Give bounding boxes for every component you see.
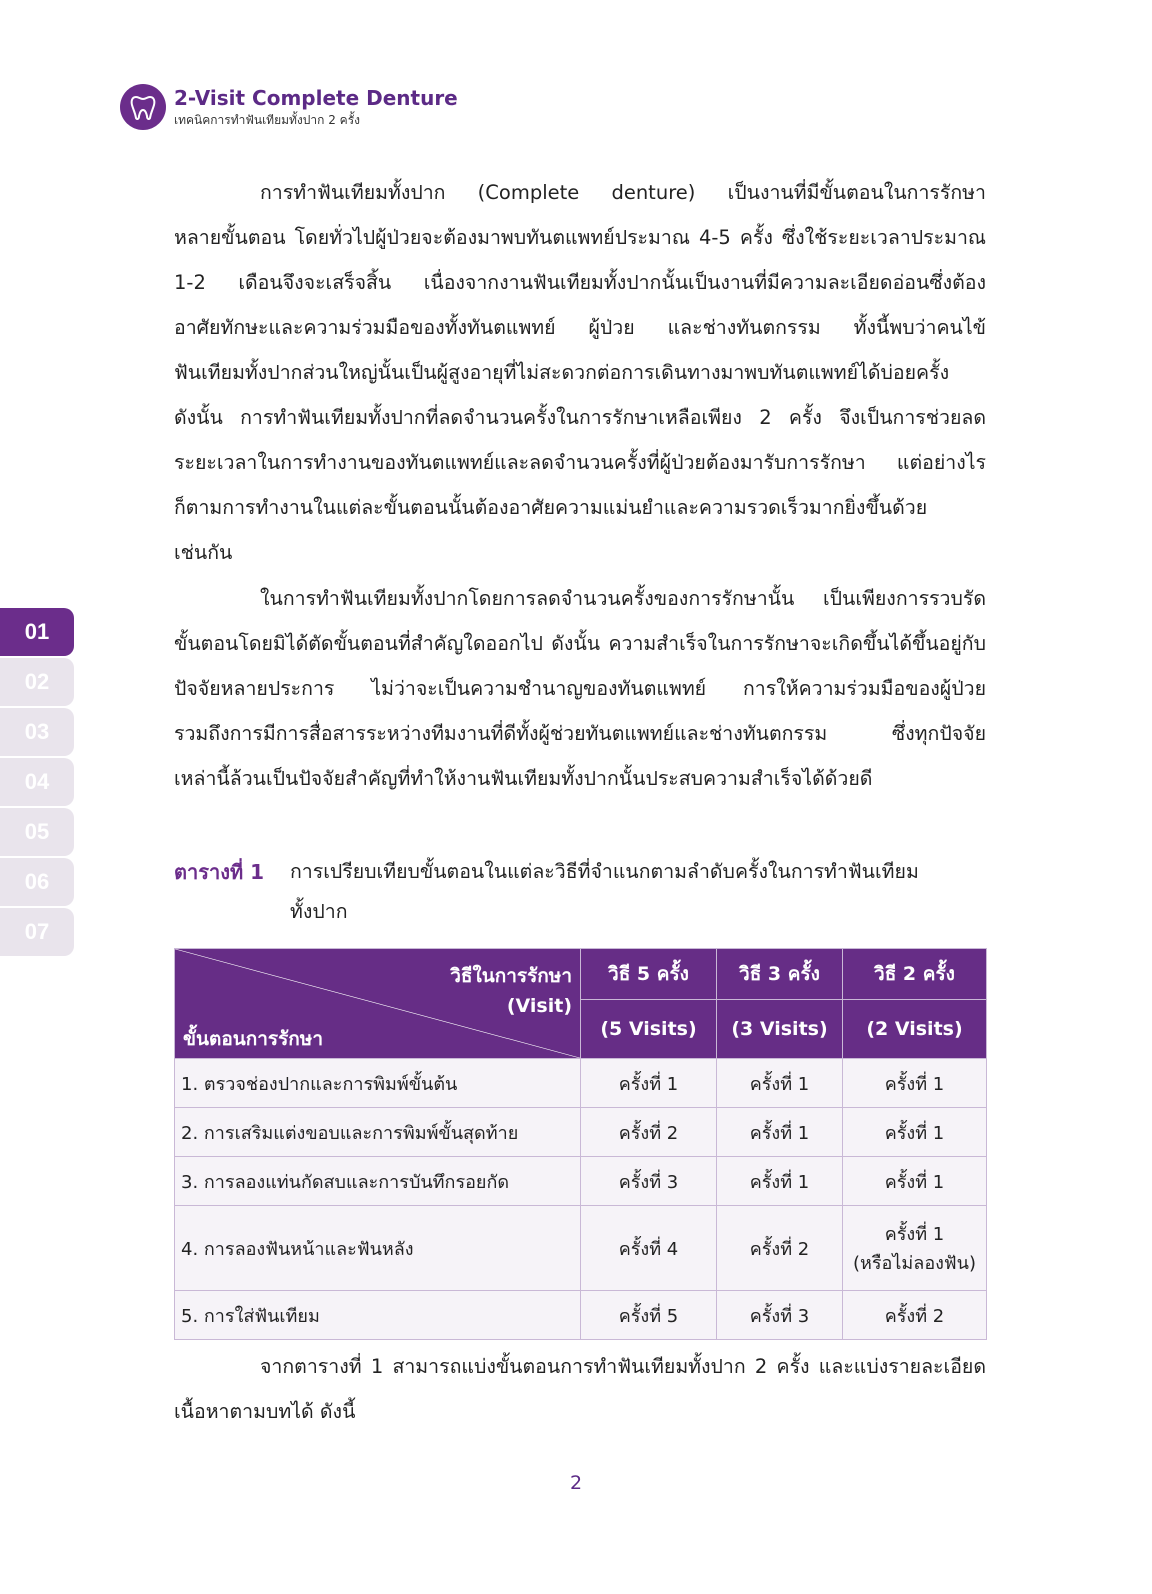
visit-value: ครั้งที่ 1 [884, 1224, 945, 1245]
text-line: หลายขั้นตอน โดยทั่วไปผู้ป่วยจะต้องมาพบทันตแพทย์ประมาณ 4-5 ครั้ง ซึ่งใช้ระยะเวลาประมาณ [174, 226, 986, 249]
visit-cell: ครั้งที่ 2 [717, 1206, 843, 1291]
step-cell: 3. การลองแท่นกัดสบและการบันทึกรอยกัด [175, 1157, 581, 1206]
page-number: 2 [569, 1472, 583, 1494]
comparison-table [174, 948, 987, 1340]
paragraph-factors [174, 576, 986, 801]
table-row [175, 1157, 987, 1206]
text-line: การทำฟันเทียมทั้งปาก (Complete denture) เป็นงานที่มีขั้นตอนในการรักษา [260, 181, 986, 204]
visit-cell: ครั้งที่ 2 [581, 1108, 717, 1157]
paragraph-intro [174, 170, 986, 575]
visit-cell: ครั้งที่ 1 [843, 1108, 987, 1157]
corner-method-label: วิธีในการรักษา [450, 965, 572, 987]
visit-cell: ครั้งที่ 3 [717, 1291, 843, 1340]
text-line: ก็ตามการทำงานในแต่ละขั้นตอนนั้นต้องอาศัยความแม่นยำและความรวดเร็วมากยิ่งขึ้นด้วย [174, 496, 928, 519]
visit-cell: ครั้งที่ 1 [717, 1108, 843, 1157]
method-subheader-5: (5 Visits) [581, 1000, 717, 1059]
chapter-tab-03[interactable]: 03 [0, 708, 74, 756]
text-line: ดังนั้น การทำฟันเทียมทั้งปากที่ลดจำนวนครั้งในการรักษาเหลือเพียง 2 ครั้ง จึงเป็นการช่วยลด [174, 406, 986, 429]
chapter-tab-04[interactable]: 04 [0, 758, 74, 806]
method-header-3: วิธี 3 ครั้ง [717, 949, 843, 1000]
table-corner-header [175, 949, 581, 1059]
visit-cell: ครั้งที่ 3 [581, 1157, 717, 1206]
step-cell: 5. การใส่ฟันเทียม [175, 1291, 581, 1340]
table-label: ตารางที่ 1 [174, 860, 265, 884]
text-line: ฟันเทียมทั้งปากส่วนใหญ่นั้นเป็นผู้สูงอายุที่ไม่สะดวกต่อการเดินทางมาพบทันตแพทย์ได้บ่อยครั้ง [174, 361, 950, 384]
paragraph-closing [174, 1344, 986, 1434]
method-subheader-3: (3 Visits) [717, 1000, 843, 1059]
caption-line: การเปรียบเทียบขั้นตอนในแต่ละวิธีที่จำแนกตามลำดับครั้งในการทำฟันเทียม [290, 860, 919, 883]
visit-cell: ครั้งที่ 1 [843, 1157, 987, 1206]
method-header-5: วิธี 5 ครั้ง [581, 949, 717, 1000]
step-cell: 1. ตรวจช่องปากและการพิมพ์ขั้นต้น [175, 1059, 581, 1108]
method-subheader-2: (2 Visits) [843, 1000, 987, 1059]
page-header [120, 84, 458, 130]
visit-cell: ครั้งที่ 1 [581, 1059, 717, 1108]
method-header-2: วิธี 2 ครั้ง [843, 949, 987, 1000]
chapter-tabs [0, 608, 74, 958]
text-line: ขั้นตอนโดยมิได้ตัดขั้นตอนที่สำคัญใดออกไป ดังนั้น ความสำเร็จในการรักษาจะเกิดขึ้นได้ขึ้นอยู่กับ [174, 632, 986, 655]
text-line: ระยะเวลาในการทำงานของทันตแพทย์และลดจำนวนครั้งที่ผู้ป่วยต้องมารับการรักษา แต่อย่างไร [174, 451, 986, 474]
chapter-tab-07[interactable]: 07 [0, 908, 74, 956]
document-title: 2-Visit Complete Denture [174, 86, 458, 110]
chapter-tab-01[interactable]: 01 [0, 608, 74, 656]
table-row [175, 1291, 987, 1340]
visit-cell: ครั้งที่ 5 [581, 1291, 717, 1340]
text-line: เนื้อหาตามบทได้ ดังนี้ [174, 1400, 356, 1423]
table-row [175, 1059, 987, 1108]
document-subtitle: เทคนิคการทำฟันเทียมทั้งปาก 2 ครั้ง [174, 113, 361, 127]
visit-cell: ครั้งที่ 2 [843, 1291, 987, 1340]
table-row [175, 1206, 987, 1291]
chapter-tab-02[interactable]: 02 [0, 658, 74, 706]
corner-visit-label: (Visit) [506, 995, 572, 1017]
text-line: เหล่านี้ล้วนเป็นปัจจัยสำคัญที่ทำให้งานฟันเทียมทั้งปากนั้นประสบความสำเร็จได้ด้วยดี [174, 767, 873, 790]
text-line: อาศัยทักษะและความร่วมมือของทั้งทันตแพทย์ ผู้ป่วย และช่างทันตกรรม ทั้งนี้พบว่าคนไข้ [174, 316, 986, 339]
table-row [175, 1108, 987, 1157]
step-cell: 4. การลองฟันหน้าและฟันหลัง [175, 1206, 581, 1291]
tooth-icon [120, 84, 166, 130]
text-line: จากตารางที่ 1 สามารถแบ่งขั้นตอนการทำฟันเทียมทั้งปาก 2 ครั้ง และแบ่งรายละเอียด [260, 1355, 986, 1378]
visit-cell: ครั้งที่ 1 [717, 1059, 843, 1108]
chapter-tab-06[interactable]: 06 [0, 858, 74, 906]
text-line: ปัจจัยหลายประการ ไม่ว่าจะเป็นความชำนาญของทันตแพทย์ การให้ความร่วมมือของผู้ป่วย [174, 677, 986, 700]
visit-note: (หรือไม่ลองฟัน) [853, 1253, 976, 1274]
visit-cell: ครั้งที่ 4 [581, 1206, 717, 1291]
visit-cell: ครั้งที่ 1 [843, 1059, 987, 1108]
step-cell: 2. การเสริมแต่งขอบและการพิมพ์ขั้นสุดท้าย [175, 1108, 581, 1157]
chapter-tab-05[interactable]: 05 [0, 808, 74, 856]
text-line: ในการทำฟันเทียมทั้งปากโดยการลดจำนวนครั้งของการรักษานั้น เป็นเพียงการรวบรัด [260, 587, 986, 610]
caption-line: ทั้งปาก [290, 900, 348, 923]
text-line: รวมถึงการมีการสื่อสารระหว่างทีมงานที่ดีทั้งผู้ช่วยทันตแพทย์และช่างทันตกรรม ซึ่งทุกปัจจัย [174, 722, 986, 745]
text-line: 1-2 เดือนจึงจะเสร็จสิ้น เนื่องจากงานฟันเทียมทั้งปากนั้นเป็นงานที่มีความละเอียดอ่อนซึ่งต้อง [174, 271, 986, 294]
corner-step-label: ขั้นตอนการรักษา [183, 1028, 323, 1050]
visit-cell [843, 1206, 987, 1291]
visit-cell: ครั้งที่ 1 [717, 1157, 843, 1206]
text-line: เช่นกัน [174, 541, 233, 564]
